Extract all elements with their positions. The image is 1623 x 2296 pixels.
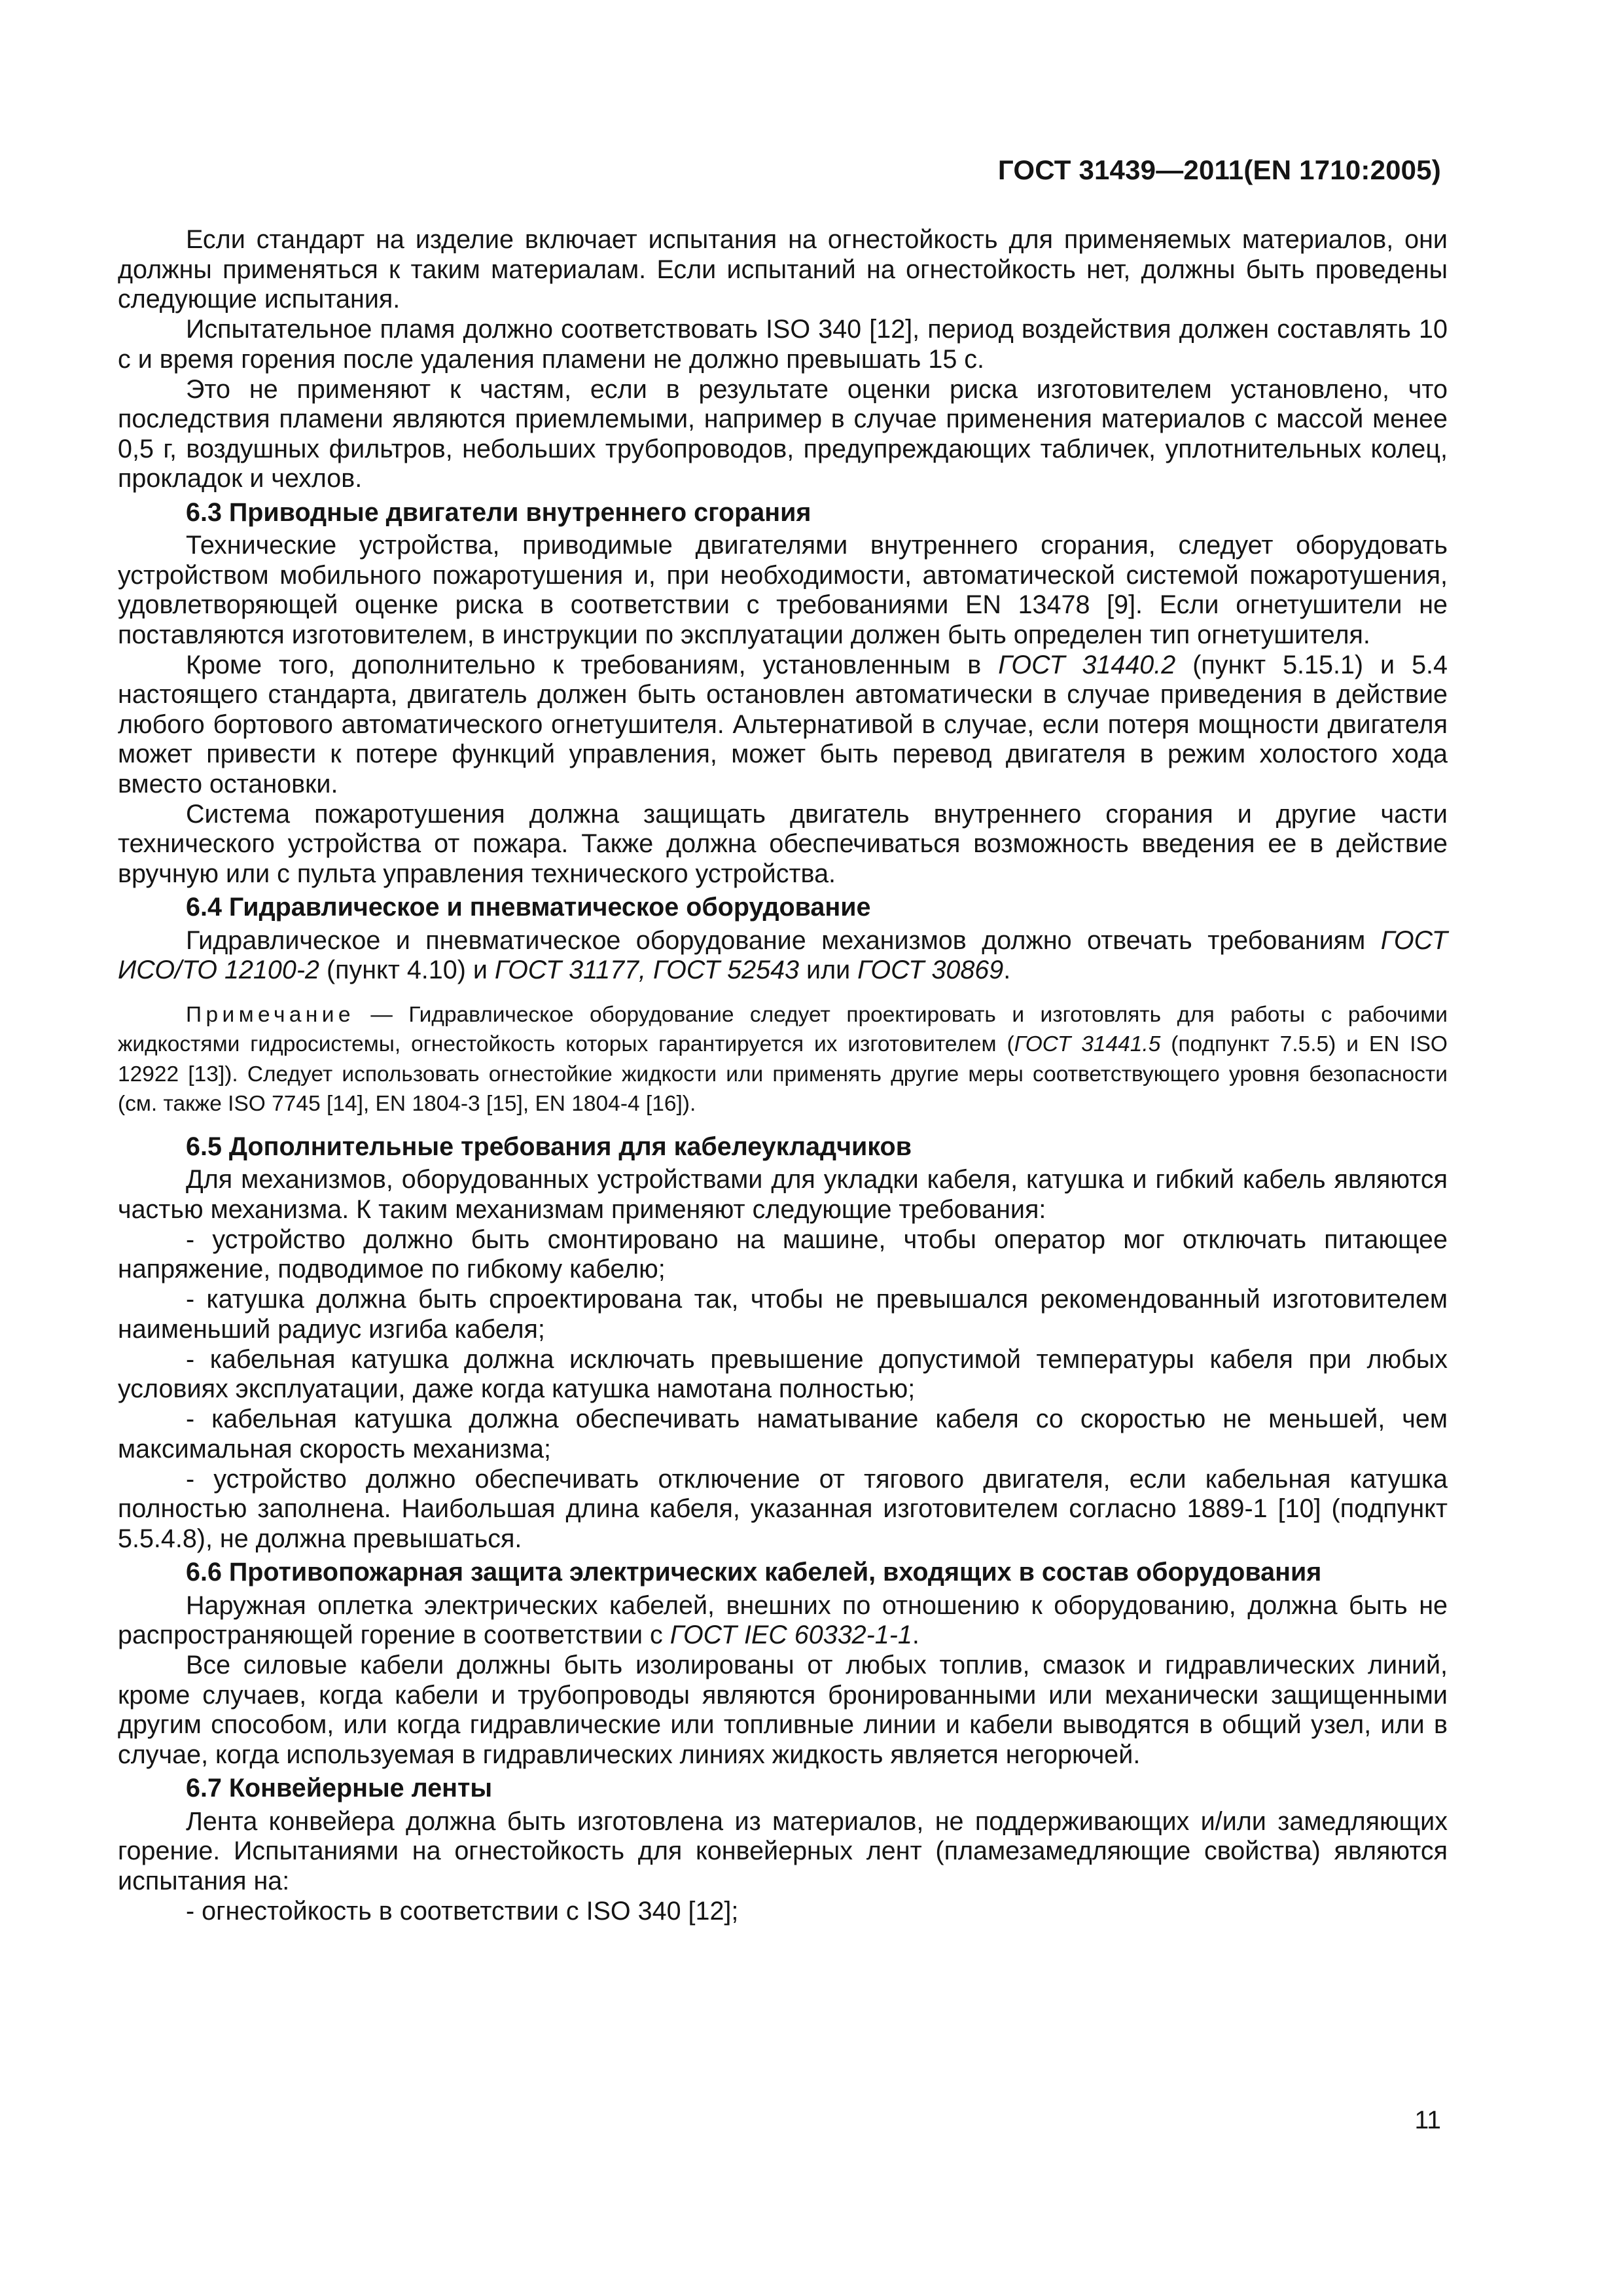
text-run: (пункт 5.15.1) и 5.4 настоящего стандарта, двигатель должен быть остановлен автоматически в случае приведения в действие любого бортового автоматического огнетушителя. Альтернативой в случае, если потеря мощности двигателя может привести к потере функций управления, может быть перевод двигателя в режим холостого хода вместо остановки. [118,650,1448,798]
paragraph [118,926,1448,986]
section-heading-6-4: 6.4 Гидравлическое и пневматическое оборудование [186,893,871,922]
paragraph [118,651,1448,800]
list-item: - кабельная катушка должна исключать превышение допустимой температуры кабеля при любых условиях эксплуатации, даже когда катушка намотана полностью; [118,1344,1448,1403]
text-run: . [912,1621,919,1649]
paragraph: Система пожаротушения должна защищать двигатель внутреннего сгорания и другие части технического устройства от пожара. Также должна обеспечиваться возможность введения ее в действие вручную или с пульта управления технического устройства. [118,799,1448,888]
paragraph: Все силовые кабели должны быть изолированы от любых топлив, смазок и гидравлических линий, кроме случаев, когда кабели и трубопроводы являются бронированными или механически защищенными другим способом, или когда гидравлические или топливные линии и кабели выводятся в общий узел, или в случае, когда используемая в гидравлических линиях жидкость является негорючей. [118,1651,1448,1769]
standard-reference: ГОСТ 31177, ГОСТ 52543 [494,956,800,984]
note-label: Примечание [186,1002,355,1027]
standard-reference: ГОСТ 31441.5 [1014,1032,1161,1056]
paragraph: Лента конвейера должна быть изготовлена из материалов, не поддерживающих и/или замедляющих горение. Испытаниями на огнестойкость для конвейерных лент (пламезамедляющие свойства) являются испытания на: [118,1806,1448,1895]
paragraph: Это не применяют к частям, если в результате оценки риска изготовителем установлено, что последствия пламени являются приемлемыми, например в случае применения материалов с массой менее 0,5 г, воздушных фильтров, небольших трубопроводов, предупреждающих табличек, уплотнительных колец, прокладок и чехлов. [118,374,1448,493]
list-item: - кабельная катушка должна обеспечивать наматывание кабеля со скоростью не меньшей, чем максимальная скорость механизма; [118,1405,1448,1463]
text-run: . [1003,956,1011,984]
standard-reference: ГОСТ IEC 60332-1-1 [669,1621,912,1649]
list-item: - огнестойкость в соответствии с ISO 340 [12]; [186,1896,739,1926]
text-run: Кроме того, дополнительно к требованиям, установленным в [186,650,999,679]
page-number: 11 [1414,2106,1441,2134]
text-run: — Гидравлическое оборудование следует проектировать и изготовлять для работы с рабочими жидкостями гидросистемы, огнестойкость которых гарантируется их изготовителем ( [118,1002,1448,1056]
paragraph [118,1591,1448,1651]
standard-reference: ГОСТ ИСО/ТО 12100-2 [118,925,1448,984]
section-heading-6-6: 6.6 Противопожарная защита электрических кабелей, входящих в состав оборудования [186,1558,1322,1587]
list-item: - катушка должна быть спроектирована так, чтобы не превышался рекомендованный изготовителем наименьший радиус изгиба кабеля; [118,1285,1448,1344]
paragraph: Испытательное пламя должно соответствовать ISO 340 [12], период воздействия должен составлять 10 с и время горения после удаления пламени не должно превышать 15 с. [118,315,1448,374]
text-run: Наружная оплетка электрических кабелей, внешних по отношению к оборудованию, должна быть не распространяющей горение в соответствии с [118,1590,1448,1649]
text-run: (пункт 4.10) и [319,956,495,984]
document-code-header: ГОСТ 31439—2011(EN 1710:2005) [997,154,1441,185]
list-item: - устройство должно обеспечивать отключение от тягового двигателя, если кабельная катушка полностью заполнена. Наибольшая длина кабеля, указанная изготовителем согласно 1889-1 [10] (подпункт 5.5.4.8), не должна превышаться. [118,1464,1448,1553]
standard-reference: ГОСТ 31440.2 [998,650,1176,679]
text-run: Гидравлическое и пневматическое оборудование механизмов должно отвечать требованиям [186,925,1381,955]
list-item: - устройство должно быть смонтировано на машине, чтобы оператор мог отключать питающее напряжение, подводимое по гибкому кабелю; [118,1225,1448,1283]
text-run: (подпункт 7.5.5) и EN ISO 12922 [13]). Следует использовать огнестойкие жидкости или применять другие меры соответствующего уровня безопасности (см. также ISO 7745 [14], EN 1804-3 [15], EN 1804-4 [16]). [118,1032,1448,1116]
paragraph: Если стандарт на изделие включает испытания на огнестойкость для применяемых материалов, они должны применяться к таким материалам. Если испытаний на огнестойкость нет, должны быть проведены следующие испытания. [118,225,1448,314]
paragraph: Технические устройства, приводимые двигателями внутреннего сгорания, следует оборудовать устройством мобильного пожаротушения и, при необходимости, автоматической системой пожаротушения, удовлетворяющей оценке риска в соответствии с требованиями EN 13478 [9]. Если огнетушители не поставляются изготовителем, в инструкции по эксплуатации должен быть определен тип огнетушителя. [118,531,1448,649]
note [118,1000,1448,1119]
text-run: или [799,956,858,984]
standard-reference: ГОСТ 30869 [857,956,1004,984]
paragraph: Для механизмов, оборудованных устройствами для укладки кабеля, катушка и гибкий кабель являются частью механизма. К таким механизмам применяют следующие требования: [118,1165,1448,1224]
section-heading-6-5: 6.5 Дополнительные требования для кабелеукладчиков [186,1132,912,1161]
page-body [118,225,1448,1927]
section-heading-6-3: 6.3 Приводные двигатели внутреннего сгорания [186,497,812,527]
section-heading-6-7: 6.7 Конвейерные ленты [186,1774,493,1803]
